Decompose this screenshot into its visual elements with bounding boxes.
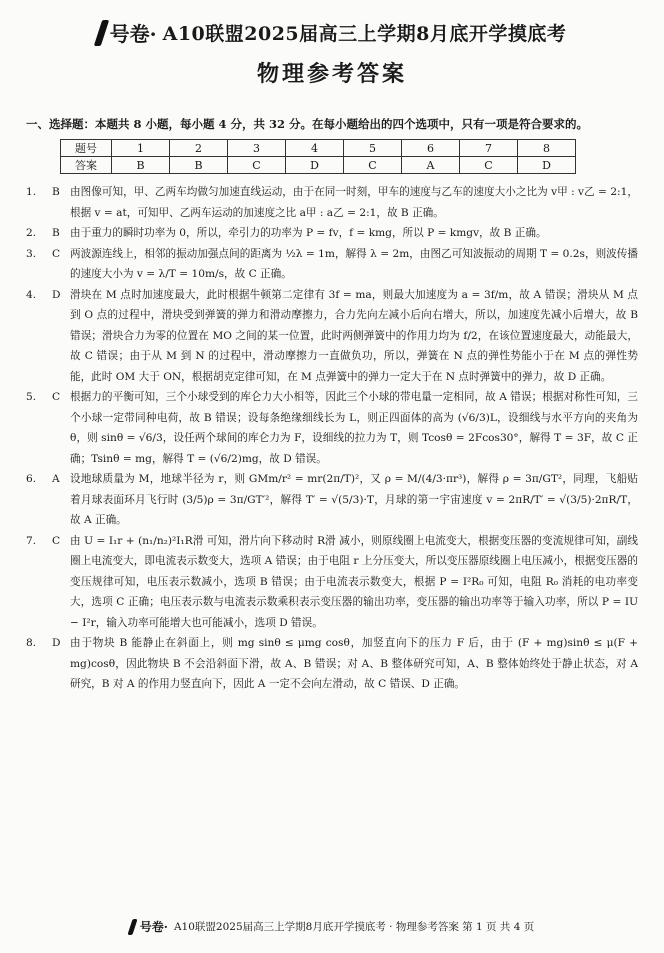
solution-answer: B: [52, 227, 60, 239]
solution-number: 3.: [26, 247, 37, 260]
solution-number: 5.: [26, 391, 37, 403]
question-number: 6: [402, 140, 460, 157]
solution-text: 由图像可知，甲、乙两车均做匀加速直线运动，由于在同一时刻，甲车的速度与乙车的速度大小之比为 v甲 : v乙 = 2:1，根据 v = at，可知甲、乙两车运动的加速度之比 a甲 : a乙 = 2:1，故 B 正确。: [70, 186, 638, 219]
question-number: 5: [344, 140, 402, 157]
answer-cell: C: [344, 157, 402, 174]
section-heading: 一、选择题：本题共 8 小题，每小题 4 分，共 32 分。在每小题给出的四个选项中，只有一项是符合要求的。: [26, 117, 589, 131]
solution-text: 设地球质量为 M，地球半径为 r，则 GMm/r² = mr(2π/T)²，又 ρ = M/(4/3·πr³)，解得 ρ = 3π/GT²，同理，飞船贴着月球表面环月飞行时 (3/5)ρ = 3π/GT′²，解得 T′ = √(5/3)·T，月球的第一宇宙速度 v = 2πR/T′ = √(3/5)·2πR/T，故 A 正确。: [70, 473, 638, 526]
solution-answer: D: [52, 637, 61, 649]
footer-logo-text: 号卷·: [139, 920, 168, 934]
question-number: 7: [460, 140, 518, 157]
answer-table-answer-row: [61, 157, 576, 174]
page-footer: [0, 918, 664, 935]
solution-item: [26, 285, 638, 388]
exam-title: A10联盟2025届高三上学期8月底开学摸底考: [162, 23, 567, 45]
solution-answer: C: [52, 247, 61, 260]
row-label-answer: 答案: [61, 157, 112, 174]
row-label-number: 题号: [61, 140, 112, 157]
question-number: 2: [170, 140, 228, 157]
document-subtitle: 物理参考答案: [256, 61, 407, 87]
answer-table-number-row: [61, 140, 576, 157]
solution-text: 由于物块 B 能静止在斜面上，则 mg sinθ ≤ μmg cosθ，加竖直向下的压力 F 后，由于 (F + mg)sinθ ≤ μ(F + mg)cosθ，因此物块 B 不会沿斜面下滑，故 A、B 错误；对 A、B 整体研究可知，A、B 整体始终处于静止状态，对 A 研究，B 对 A 的作用力竖直向下，因此 A 一定不会向左滑动，故 C 错误、D 正确。: [70, 637, 638, 690]
question-number: 8: [518, 140, 576, 157]
footer-text: A10联盟2025届高三上学期8月底开学摸底考 · 物理参考答案 第 1 页 共 4 页: [173, 921, 535, 933]
solution-text: 根据力的平衡可知，三个小球受到的库仑力大小相等，因此三个小球的带电量一定相同，故 A 错误；根据对称性可知，三个小球一定带同种电荷，故 B 错误；设每条绝缘细线长为 L，则正四面体的高为 (√6/3)L，设细线与水平方向的夹角为 θ，则 sinθ = √6/3，设任两个球间的库仑力为 F，设细线的拉力为 T，则 Tcosθ = 2Fcos30°，解得 T = 3F，故 C 正确；Tsinθ = mg，解得 T = (√6/2)mg，故 D 错误。: [70, 391, 638, 465]
brand-logo: [98, 18, 157, 47]
title-line: [0, 18, 664, 47]
solution-item: [26, 633, 638, 695]
logo-mark-icon: [93, 20, 108, 46]
answer-table: [60, 139, 576, 174]
solution-number: 4.: [26, 288, 37, 301]
solution-item: [26, 387, 638, 469]
solution-item: [26, 223, 638, 244]
solution-number: 6.: [26, 473, 37, 485]
solution-text: 由于重力的瞬时功率为 0，所以，牵引力的功率为 P = fv，f = kmg，所以 P = kmgv，故 B 正确。: [70, 227, 547, 239]
solution-text: 滑块在 M 点时加速度最大，此时根据牛顿第二定律有 3f = ma，则最大加速度为 a = 3f/m，故 A 错误；滑块从 M 点到 O 点的过程中，滑块受到弹簧的弹力和滑动摩擦力，合力先向左减小后向右增大，所以，加速度先减小后增大，故 B 错误；滑块合力为零的位置在 MO 之间的某一位置，此时两侧弹簧中的作用力均为 f/2，在该位置速度最大，动能最大，故 C 错误；由于从 M 到 N 的过程中，滑动摩擦力一直做负功，所以，弹簧在 N 点的弹性势能小于在 M 点的弹性势能，此时 OM 大于 ON，根据胡克定律可知，在 M 点弹簧中的弹力一定大于在 N 点时弹簧中的弹力，故 D 正确。: [70, 288, 638, 383]
answer-cell: C: [228, 157, 286, 174]
question-number: 1: [112, 140, 170, 157]
solution-text: 由 U = I₁r + (n₁/n₂)²I₁R滑 可知，滑片向下移动时 R滑 减小，则原线圈上电流变大，根据变压器的变流规律可知，副线圈上电流变大，即电流表示数变大，选项 A 错误；由于电阻 r 上分压变大，所以变压器原线圈上电压减小，根据变压器的变压规律可知，电压表示数减小，选项 B 错误；由于电流表示数变大，根据 P = I²R₀ 可知，电阻 R₀ 消耗的电功率变大，选项 C 正确；电压表示数与电流表示数乘积表示变压器的输出功率，变压器的输出功率等于输入功率，所以 P = IU − I²r，输入功率可能增大也可能减小，选项 D 错误。: [70, 534, 638, 629]
solution-item: [26, 531, 638, 634]
solution-item: [26, 244, 638, 285]
solution-text: 两波源连线上，相邻的振动加强点间的距离为 ½λ = 1m，解得 λ = 2m，由图乙可知波振动的周期 T = 0.2s，则波传播的速度大小为 v = λ/T = 10m/s，故 C 正确。: [70, 247, 638, 280]
answer-cell: B: [112, 157, 170, 174]
solution-answer: C: [52, 391, 61, 403]
solution-number: 1.: [26, 186, 37, 198]
logo-text: 号卷·: [109, 22, 157, 46]
solution-number: 7.: [26, 534, 37, 547]
answer-cell: A: [402, 157, 460, 174]
solution-number: 8.: [26, 637, 37, 649]
solution-number: 2.: [26, 227, 37, 239]
solution-list: [26, 182, 638, 695]
solution-answer: B: [52, 186, 60, 198]
answer-cell: C: [460, 157, 518, 174]
page-header: [0, 0, 664, 88]
answer-cell: D: [518, 157, 576, 174]
solution-item: [26, 182, 638, 223]
solution-answer: A: [52, 473, 60, 485]
solution-answer: D: [52, 288, 61, 301]
solution-item: [26, 469, 638, 531]
footer-logo: [130, 918, 168, 935]
footer-logo-mark-icon: [127, 919, 137, 935]
question-number: 4: [286, 140, 344, 157]
answer-cell: B: [170, 157, 228, 174]
solution-answer: C: [52, 534, 61, 547]
question-number: 3: [228, 140, 286, 157]
answer-cell: D: [286, 157, 344, 174]
